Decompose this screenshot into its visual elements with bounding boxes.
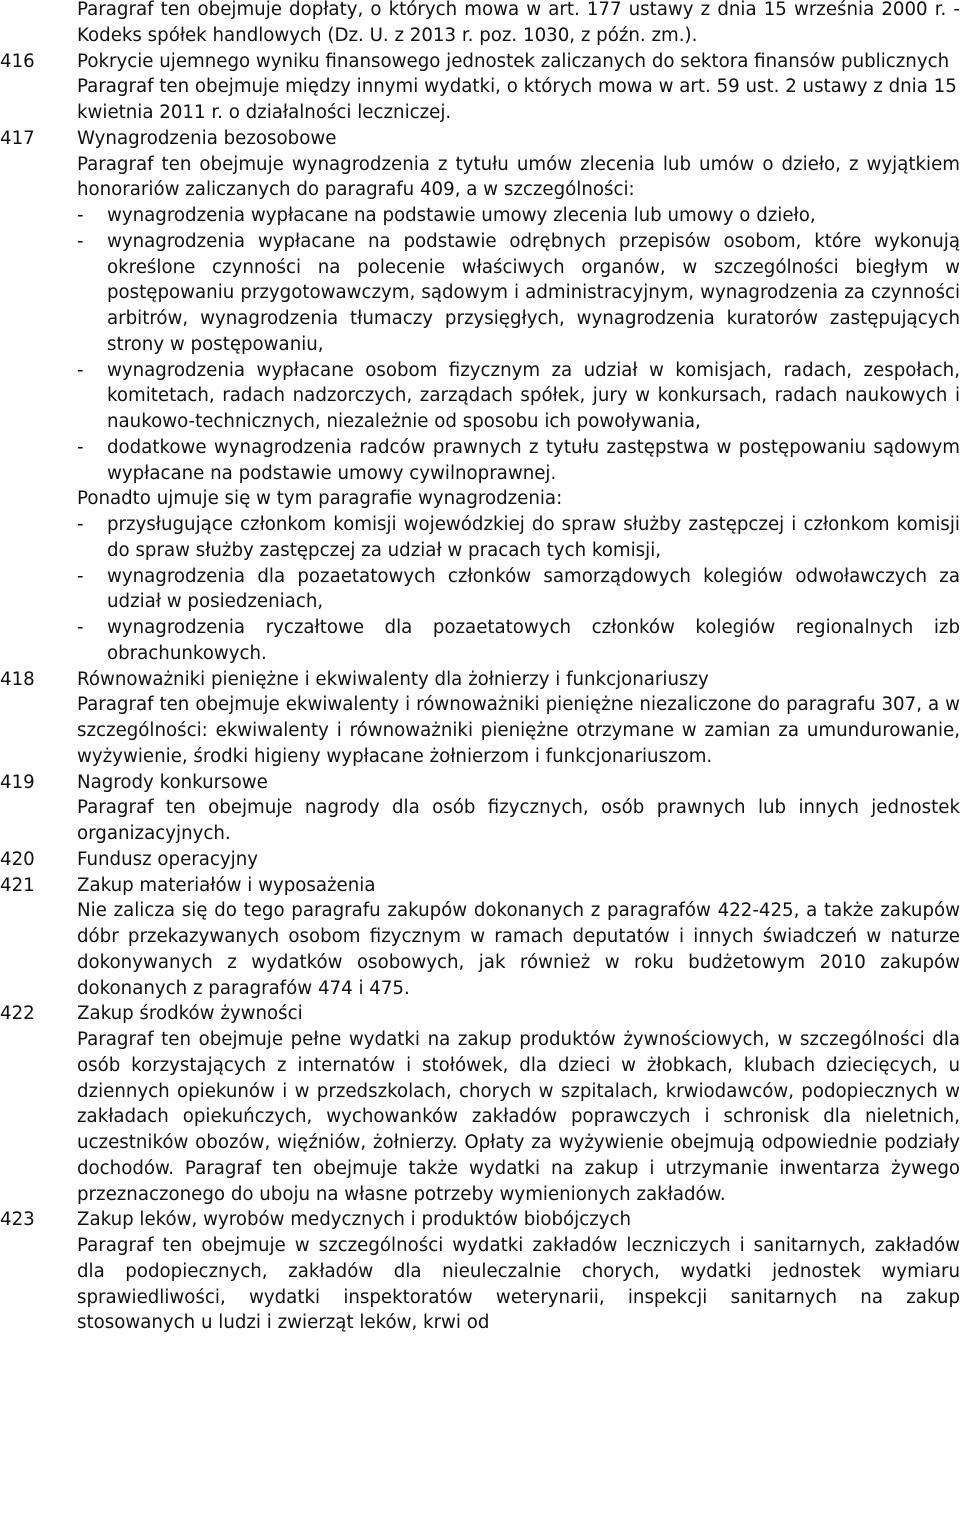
entry-number: 423 <box>0 1209 35 1231</box>
entry-body <box>77 770 960 847</box>
bullet-dash: - <box>77 359 84 381</box>
bullet-dash: - <box>77 230 84 252</box>
paragraph-entry-416 <box>0 49 960 126</box>
paragraph-entry-420 <box>0 847 960 873</box>
list-item-text: wynagrodzenia wypłacane na podstawie odrębnych przepisów osobom, które wykonują określone czynności na polecenie właściwych organów, w szczególności biegłym w postępowaniu przygotowawczym, sądowym i administracyjnym, wynagrodzenia za czynności arbitrów, wynagrodzenia tłumaczy przysięgłych, wynagrodzenia kuratorów zastępujących strony w postępowaniu, <box>107 230 960 355</box>
entry-title: Zakup leków, wyrobów medycznych i produktów biobójczych <box>77 1209 632 1231</box>
bullet-dash: - <box>77 436 84 458</box>
entry-body <box>77 0 960 49</box>
paragraph-entry-continued <box>0 0 960 49</box>
entry-description: Paragraf ten obejmuje nagrody dla osób fizycznych, osób prawnych lub innych jednostek organizacyjnych. <box>77 797 960 844</box>
list-item-text: wynagrodzenia wypłacane na podstawie umowy zlecenia lub umowy o dzieło, <box>107 205 816 226</box>
entry-title: Fundusz operacyjny <box>77 848 258 870</box>
list-item-text: przysługujące członkom komisji wojewódzkiej do spraw służby zastępczej i członkom komisji do spraw służby zastępczej za udział w pracach tych komisji, <box>107 514 960 561</box>
entry-description: Ponadto ujmuje się w tym paragrafie wynagrodzenia: <box>77 488 563 510</box>
entry-description: Paragraf ten obejmuje wynagrodzenia z tytułu umów zlecenia lub umów o dzieło, z wyjątkiem honorariów zaliczanych do paragrafu 409, a w szczególności: <box>77 153 960 201</box>
list-item <box>77 203 960 229</box>
bullet-dash: - <box>77 205 84 226</box>
entry-body <box>77 1001 960 1207</box>
entry-body <box>77 126 960 667</box>
list-item <box>77 564 960 616</box>
paragraph-entry-421 <box>0 873 960 1002</box>
list-item <box>77 358 960 435</box>
list-item-text: wynagrodzenia dla pozaetatowych członków samorządowych kolegiów odwoławczych za udział w posiedzeniach, <box>107 565 960 613</box>
entry-body <box>77 847 960 873</box>
entry-description: Paragraf ten obejmuje między innymi wydatki, o których mowa w art. 59 ust. 2 ustawy z dnia 15 kwietnia 2011 r. o działalności leczniczej. <box>77 76 957 123</box>
entry-title: Zakup środków żywności <box>77 1003 303 1025</box>
paragraph-entry-419 <box>0 770 960 847</box>
entry-body <box>77 873 960 1002</box>
entry-body <box>77 49 960 126</box>
bullet-dash: - <box>77 514 84 535</box>
entry-number: 421 <box>0 874 35 896</box>
entry-number: 418 <box>0 668 35 690</box>
paragraph-entry-422 <box>0 1001 960 1207</box>
entry-description: Paragraf ten obejmuje ekwiwalenty i równoważniki pieniężne niezaliczone do paragrafu 307, a w szczególności: ekwiwalenty i równoważniki pieniężne otrzymane w zamian za umundurowanie, wyżywienie, środki higieny wypłacane żołnierzom i funkcjonariuszom. <box>77 694 960 767</box>
list-item <box>77 435 960 487</box>
list-item-text: wynagrodzenia ryczałtowe dla pozaetatowych członków kolegiów regionalnych izb obrachunkowych. <box>107 617 960 664</box>
entry-description: Paragraf ten obejmuje w szczególności wydatki zakładów leczniczych i sanitarnych, zakładów dla podopiecznych, zakładów dla nieuleczalnie chorych, wydatki jednostek wymiaru sprawiedliwości, wydatki inspektoratów weterynarii, inspekcji sanitarnych na zakup stosowanych u ludzi i zwierząt leków, krwi od <box>77 1235 960 1334</box>
entry-number: 422 <box>0 1003 35 1025</box>
entry-number: 420 <box>0 848 35 870</box>
bullet-dash: - <box>77 617 84 638</box>
entry-title: Zakup materiałów i wyposażenia <box>77 874 376 896</box>
list-item <box>77 229 960 358</box>
list-item <box>77 615 960 667</box>
paragraph-entry-418 <box>0 667 960 770</box>
paragraph-entry-423 <box>0 1207 960 1336</box>
entry-body <box>77 1207 960 1336</box>
entry-title: Wynagrodzenia bezosobowe <box>77 127 337 149</box>
entry-number: 417 <box>0 127 35 149</box>
entry-title: Pokrycie ujemnego wyniku finansowego jednostek zaliczanych do sektora finansów publicznych <box>77 50 950 72</box>
entry-number: 419 <box>0 771 35 793</box>
entry-number: 416 <box>0 50 35 72</box>
entry-body <box>77 667 960 770</box>
entry-description: Nie zalicza się do tego paragrafu zakupów dokonanych z paragrafów 422-425, a także zakupów dóbr przekazywanych osobom fizycznym w ramach deputatów i innych świadczeń w naturze dokonywanych z wydatków osobowych, jak również w roku budżetowym 2010 zakupów dokonanych z paragrafów 474 i 475. <box>77 900 960 999</box>
paragraph-entry-417 <box>0 126 960 667</box>
list-item <box>77 512 960 564</box>
bullet-dash: - <box>77 565 84 587</box>
entry-title: Nagrody konkursowe <box>77 771 268 793</box>
entry-description: Paragraf ten obejmuje dopłaty, o których mowa w art. 177 ustawy z dnia 15 września 2000 r. - Kodeks spółek handlowych (Dz. U. z 2013 r. poz. 1030, z późn. zm.). <box>77 0 960 46</box>
entry-title: Równoważniki pieniężne i ekwiwalenty dla żołnierzy i funkcjonariuszy <box>77 668 709 690</box>
list-item-text: wynagrodzenia wypłacane osobom fizycznym za udział w komisjach, radach, zespołach, komitetach, radach nadzorczych, zarządach spółek, jury w konkursach, radach naukowych i naukowo-technicznych, niezależnie od sposobu ich powoływania, <box>107 359 960 432</box>
entry-description: Paragraf ten obejmuje pełne wydatki na zakup produktów żywnościowych, w szczególności dla osób korzystających z internatów i stołówek, dla dzieci w żłobkach, klubach dziecięcych, u dziennych opiekunów i w przedszkolach, chorych w szpitalach, krwiodawców, podopiecznych w zakładach opiekuńczych, wychowanków zakładów poprawczych i schronisk dla nieletnich, uczestników obozów, więźniów, żołnierzy. Opłaty za wyżywienie obejmują odpowiednie podziały dochodów. Paragraf ten obejmuje także wydatki na zakup i utrzymanie inwentarza żywego przeznaczonego do uboju na własne potrzeby wymienionych zakładów. <box>77 1029 960 1205</box>
list-item-text: dodatkowe wynagrodzenia radców prawnych z tytułu zastępstwa w postępowaniu sądowym wypłacane na podstawie umowy cywilnoprawnej. <box>107 436 960 484</box>
